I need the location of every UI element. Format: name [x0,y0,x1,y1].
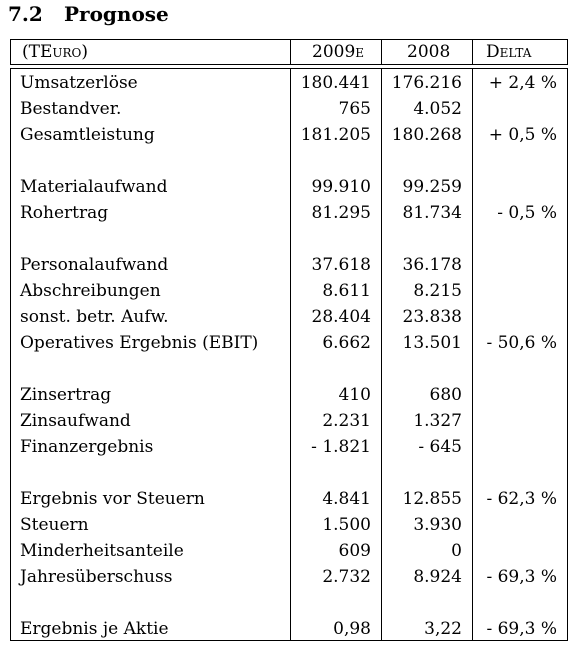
row-label: Minderheitsanteile [20,541,184,561]
table-row [0,408,573,434]
value-2009: - 1.821 [311,437,371,457]
value-2008: 8.215 [413,281,462,301]
value-2009: 609 [338,541,371,561]
row-label: Materialaufwand [20,177,168,197]
table-row [0,382,573,408]
row-label: Jahresüberschuss [20,567,173,587]
value-2009: 99.910 [311,177,371,197]
value-2008: 180.268 [391,125,462,145]
value-2009: 0,98 [333,619,371,639]
value-2008: 3.930 [413,515,462,535]
value-2008: 4.052 [413,99,462,119]
table-row [0,96,573,122]
value-2008: - 645 [418,437,462,457]
row-label: Personalaufwand [20,255,169,275]
value-2008: 13.501 [402,333,462,353]
row-label: Finanzergebnis [20,437,154,457]
value-2009: 4.841 [322,489,371,509]
value-2009: 410 [338,385,371,405]
value-2009: 765 [338,99,371,119]
value-2009: 6.662 [322,333,371,353]
table-header-frame [10,39,568,65]
value-2009: 181.205 [300,125,371,145]
value-delta: - 69,3 % [486,619,557,639]
value-delta: - 69,3 % [486,567,557,587]
table-row [0,616,573,642]
value-delta: - 0,5 % [497,203,557,223]
value-2008: 3,22 [424,619,462,639]
row-label: Steuern [20,515,89,535]
table-row [0,200,573,226]
value-2009: 2.732 [322,567,371,587]
table-row [0,330,573,356]
row-label: Operatives Ergebnis (EBIT) [20,333,259,353]
value-2008: 0 [451,541,462,561]
section-heading [8,2,169,26]
header-divider [381,39,382,65]
value-delta: + 2,4 % [488,73,557,93]
value-2008: 680 [429,385,462,405]
table-row [0,486,573,512]
value-2009: 28.404 [311,307,371,327]
row-label: Ergebnis je Aktie [20,619,169,639]
header-unit-label: (TEuro) [22,42,88,62]
table-row [0,70,573,96]
value-2008: 12.855 [402,489,462,509]
row-label: Ergebnis vor Steuern [20,489,205,509]
table-row [0,174,573,200]
value-2008: 8.924 [413,567,462,587]
table-row [0,252,573,278]
header-divider [472,39,473,65]
value-2008: 99.259 [402,177,462,197]
value-2008: 1.327 [413,411,462,431]
header-divider [290,39,291,65]
table-row [0,122,573,148]
table-row [0,304,573,330]
table-row [0,512,573,538]
value-2008: 23.838 [402,307,462,327]
value-2009: 180.441 [300,73,371,93]
value-2008: 176.216 [391,73,462,93]
value-delta: - 62,3 % [486,489,557,509]
row-label: Zinsaufwand [20,411,131,431]
value-delta: + 0,5 % [488,125,557,145]
row-label: Abschreibungen [20,281,161,301]
row-label: Gesamtleistung [20,125,155,145]
value-2009: 1.500 [322,515,371,535]
value-2009: 2.231 [322,411,371,431]
value-2009: 37.618 [311,255,371,275]
table-row [0,434,573,460]
table-row [0,278,573,304]
row-label: sonst. betr. Aufw. [20,307,169,327]
row-label: Rohertrag [20,203,109,223]
value-2008: 81.734 [402,203,462,223]
section-title: Prognose [64,2,169,26]
value-2009: 81.295 [311,203,371,223]
row-label: Umsatzerlöse [20,73,138,93]
header-2008: 2008 [407,42,451,62]
table-row [0,564,573,590]
header-delta: Delta [486,42,532,62]
value-2009: 8.611 [322,281,371,301]
value-2008: 36.178 [402,255,462,275]
row-label: Bestandver. [20,99,122,119]
section-number: 7.2 [8,2,43,26]
value-delta: - 50,6 % [486,333,557,353]
row-label: Zinsertrag [20,385,112,405]
header-2009: 2009e [312,42,365,62]
table-row [0,538,573,564]
